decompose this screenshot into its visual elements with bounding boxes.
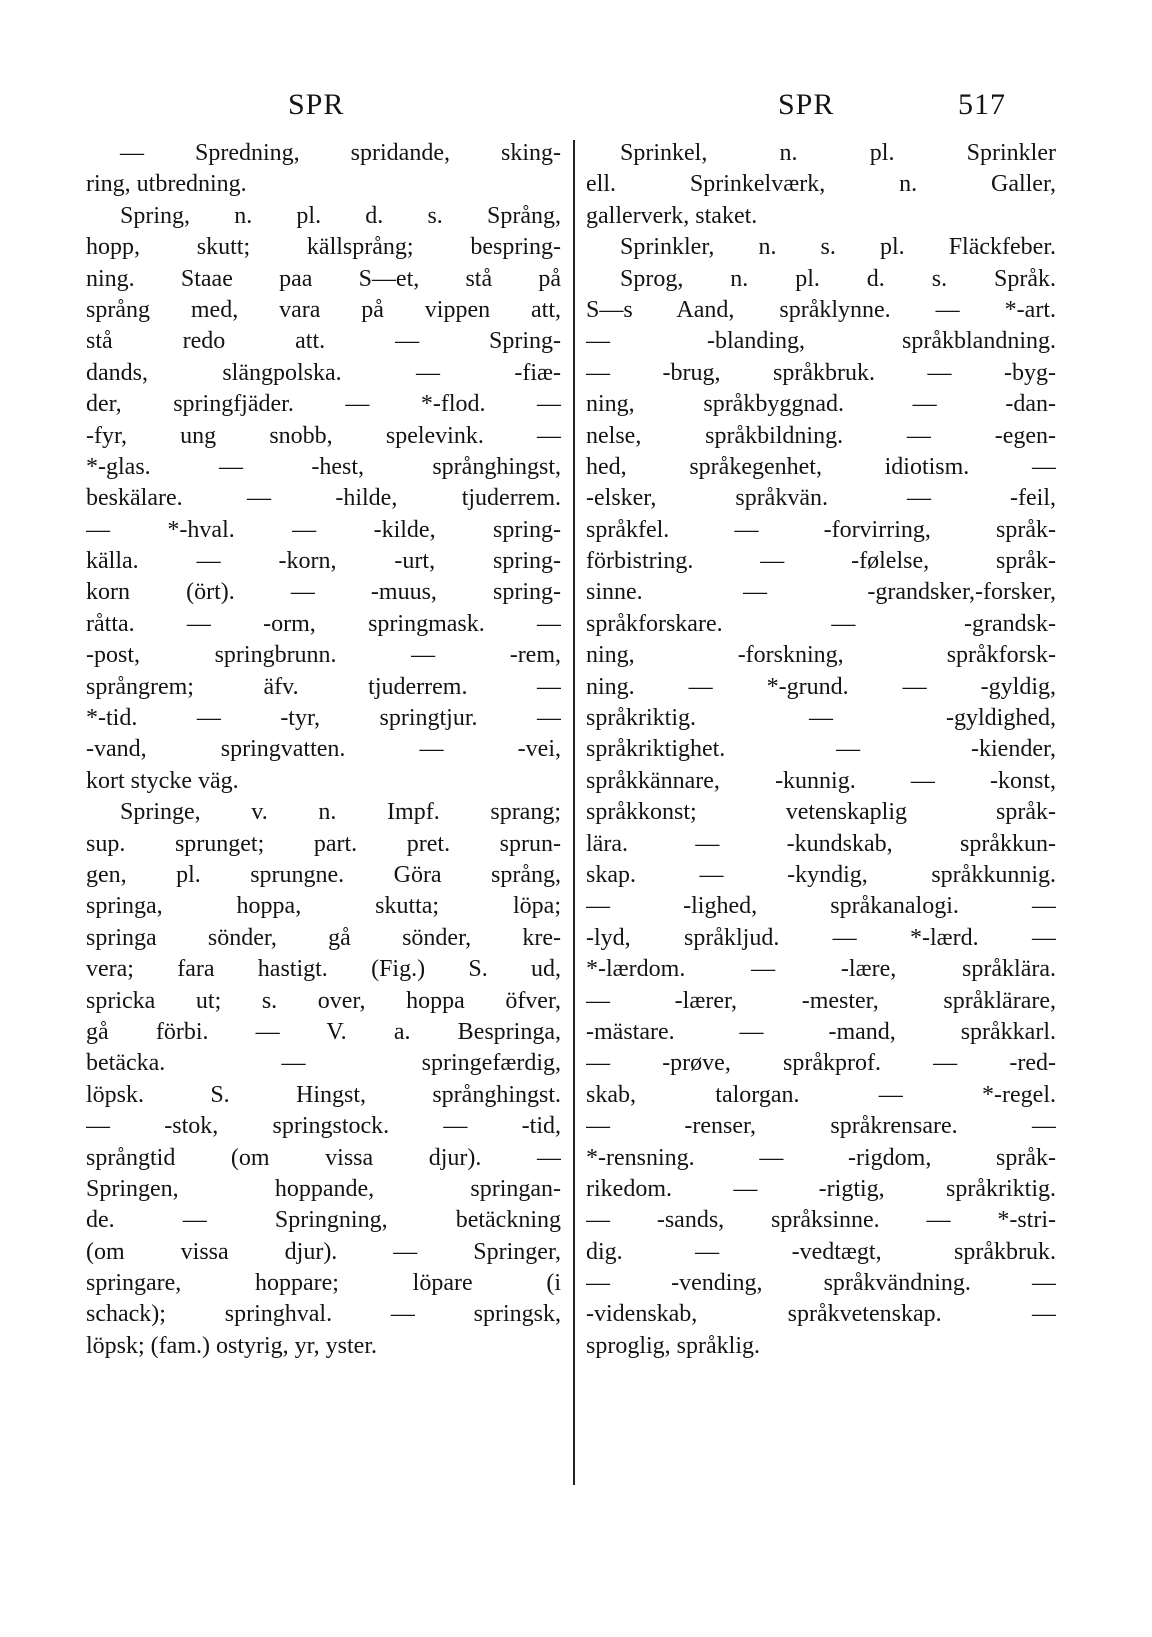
- text-line: språng med, vara på vippen att,: [86, 296, 561, 323]
- text-line: sinne. — -grandsker,-forsker,: [586, 579, 1056, 606]
- text-line: — *-hval. — -kilde, spring-: [86, 516, 561, 543]
- text-line: -fyr, ung snobb, spelevink. —: [86, 422, 561, 449]
- text-line: källa. — -korn, -urt, spring-: [86, 548, 561, 575]
- text-line: schack); springhval. — springsk,: [86, 1301, 561, 1328]
- text-line: ning. — *-grund. — -gyldig,: [586, 673, 1056, 700]
- left-guide-word: SPR: [288, 88, 345, 121]
- right-guide-word: SPR: [778, 88, 835, 121]
- text-line: rikedom. — -rigtig, språkriktig.: [586, 1175, 1056, 1202]
- page-number: 517: [958, 88, 1006, 121]
- text-line: lära. — -kundskab, språkkun-: [586, 830, 1056, 857]
- text-line: stå redo att. — Spring-: [86, 328, 561, 355]
- text-line: -vand, springvatten. — -vei,: [86, 736, 561, 763]
- text-line: vera; fara hastigt. (Fig.) S. ud,: [86, 956, 561, 983]
- text-line: — -prøve, språkprof. — -red-: [586, 1050, 1056, 1077]
- text-line: språkforskare. — -grandsk-: [586, 610, 1056, 637]
- text-line: ring, utbredning.: [86, 171, 247, 198]
- text-line: korn (ört). — -muus, spring-: [86, 579, 561, 606]
- text-line: — -lighed, språkanalogi. —: [586, 893, 1056, 920]
- text-line: gå förbi. — V. a. Bespringa,: [86, 1018, 561, 1045]
- text-line: dands, slängpolska. — -fiæ-: [86, 359, 561, 386]
- text-line: beskälare. — -hilde, tjuderrem.: [86, 485, 561, 512]
- text-line: der, springfjäder. — *-flod. —: [86, 391, 561, 418]
- text-line: råtta. — -orm, springmask. —: [86, 610, 561, 637]
- text-line: — -renser, språkrensare. —: [586, 1113, 1056, 1140]
- text-line: ning, språkbyggnad. — -dan-: [586, 391, 1056, 418]
- text-line: språkkonst; vetenskaplig språk-: [586, 799, 1056, 826]
- text-line: S—s Aand, språklynne. — *-art.: [586, 296, 1056, 323]
- text-line: *-lærdom. — -lære, språklära.: [586, 956, 1056, 983]
- text-line: — Spredning, spridande, sking-: [120, 140, 561, 166]
- text-line: de. — Springning, betäckning: [86, 1207, 561, 1234]
- column-divider: [573, 140, 575, 1485]
- text-line: språkriktig. — -gyldighed,: [586, 705, 1056, 732]
- text-line: spricka ut; s. over, hoppa öfver,: [86, 987, 561, 1014]
- text-line: — -blanding, språkblandning.: [586, 328, 1056, 355]
- text-line: springa sönder, gå sönder, kre-: [86, 924, 561, 951]
- text-line: kort stycke väg.: [86, 767, 239, 794]
- text-line: springa, hoppa, skutta; löpa;: [86, 893, 561, 920]
- text-line: ning, -forskning, språkforsk-: [586, 642, 1056, 669]
- left-column: [86, 138, 561, 1362]
- text-line: sup. sprunget; part. pret. sprun-: [86, 830, 561, 857]
- text-line: hed, språkegenhet, idiotism. —: [586, 453, 1056, 480]
- text-line: gen, pl. sprungne. Göra språng,: [86, 861, 561, 888]
- text-line: -mästare. — -mand, språkkarl.: [586, 1018, 1056, 1045]
- page-header: [0, 88, 1152, 128]
- text-line: (om vissa djur). — Springer,: [86, 1238, 561, 1265]
- text-line: betäcka. — springefærdig,: [86, 1050, 561, 1077]
- text-line: — -vending, språkvändning. —: [586, 1270, 1056, 1297]
- text-line: dig. — -vedtægt, språkbruk.: [586, 1238, 1056, 1265]
- text-line: språngtid (om vissa djur). —: [86, 1144, 561, 1171]
- text-line: skab, talorgan. — *-regel.: [586, 1081, 1056, 1108]
- text-line: nelse, språkbildning. — -egen-: [586, 422, 1056, 449]
- text-line: hopp, skutt; källsprång; bespring-: [86, 234, 561, 261]
- text-line: — -stok, springstock. — -tid,: [86, 1113, 561, 1140]
- text-line: språngrem; äfv. tjuderrem. —: [86, 673, 561, 700]
- text-line: -lyd, språkljud. — *-lærd. —: [586, 924, 1056, 951]
- text-line: springare, hoppare; löpare (i: [86, 1270, 561, 1297]
- text-line: Sprinkel, n. pl. Sprinkler: [620, 140, 1056, 166]
- text-line: sproglig, språklig.: [586, 1332, 760, 1359]
- text-line: Sprog, n. pl. d. s. Språk.: [620, 265, 1056, 292]
- text-line: Springe, v. n. Impf. sprang;: [120, 799, 561, 826]
- text-line: — -brug, språkbruk. — -byg-: [586, 359, 1056, 386]
- text-line: -elsker, språkvän. — -feil,: [586, 485, 1056, 512]
- text-line: ell. Sprinkelværk, n. Galler,: [586, 171, 1056, 198]
- text-line: språkkännare, -kunnig. — -konst,: [586, 767, 1056, 794]
- text-line: gallerverk, staket.: [586, 202, 758, 229]
- text-line: skap. — -kyndig, språkkunnig.: [586, 861, 1056, 888]
- text-line: -post, springbrunn. — -rem,: [86, 642, 561, 669]
- right-column: [586, 138, 1056, 1362]
- text-line: Sprinkler, n. s. pl. Fläckfeber.: [620, 234, 1056, 261]
- text-line: språkriktighet. — -kiender,: [586, 736, 1056, 763]
- text-line: *-rensning. — -rigdom, språk-: [586, 1144, 1056, 1171]
- text-line: löpsk. S. Hingst, språnghingst.: [86, 1081, 561, 1108]
- text-line: *-glas. — -hest, språnghingst,: [86, 453, 561, 480]
- text-line: löpsk; (fam.) ostyrig, yr, yster.: [86, 1332, 377, 1359]
- text-line: Spring, n. pl. d. s. Språng,: [120, 202, 561, 229]
- text-line: Springen, hoppande, springan-: [86, 1175, 561, 1202]
- text-line: — -sands, språksinne. — *-stri-: [586, 1207, 1056, 1234]
- text-line: förbistring. — -følelse, språk-: [586, 548, 1056, 575]
- text-line: -videnskab, språkvetenskap. —: [586, 1301, 1056, 1328]
- text-line: *-tid. — -tyr, springtjur. —: [86, 705, 561, 732]
- text-line: ning. Staae paa S—et, stå på: [86, 265, 561, 292]
- text-line: — -lærer, -mester, språklärare,: [586, 987, 1056, 1014]
- text-line: språkfel. — -forvirring, språk-: [586, 516, 1056, 543]
